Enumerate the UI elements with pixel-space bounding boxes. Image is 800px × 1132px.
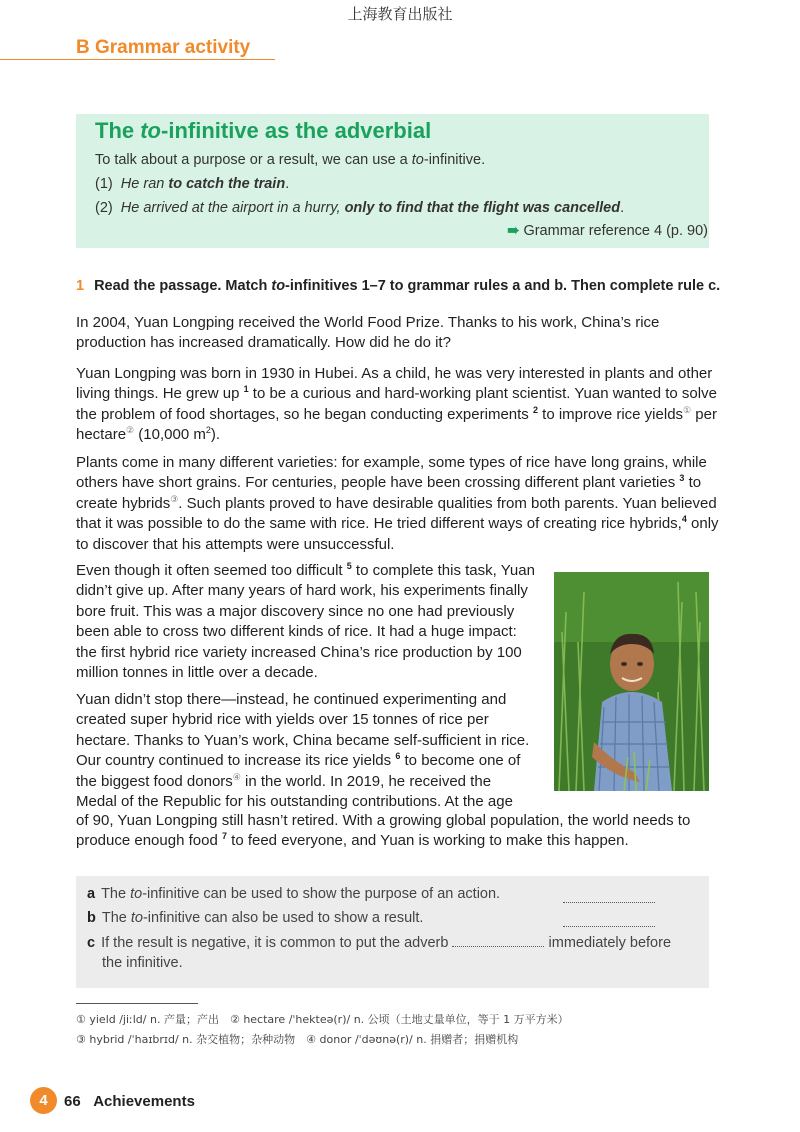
grammar-example-2: (2) He arrived at the airport in a hurry, only to find that the flight was cancelled. [95, 200, 625, 216]
passage-paragraph-4: Even though it often seemed too difficult $^5$ to complete this task, Yuan didn’t give up. After many years of hard work, his experiments finally bore fruit. This was a major discovery since no one had previously been able to cross two different kinds of rice. It had a huge impact: the first hybrid rice variety increased China’s rice production by 100 million tonnes in little over a decade. [76, 561, 535, 682]
footnote-divider [76, 1003, 198, 1004]
rule-b: b The to-infinitive can also be used to show a result. [87, 910, 424, 926]
grammar-intro: To talk about a purpose or a result, we can use a to-infinitive. [95, 152, 486, 168]
rule-b-answer-blank[interactable] [563, 914, 655, 927]
rule-a-answer-blank[interactable] [563, 890, 655, 903]
section-divider [0, 59, 275, 60]
arrow-right-icon: ➠ [507, 223, 520, 239]
rule-c-continued: the infinitive. [102, 955, 183, 971]
grammar-box-title: The to-infinitive as the adverbial [95, 118, 432, 143]
passage-paragraph-1: In 2004, Yuan Longping received the World Food Prize. Thanks to his work, China’s rice production has increased dramatically. How did he do it? [76, 314, 660, 352]
rule-c-answer-blank[interactable] [452, 934, 544, 947]
passage-paragraph-5-continued: of 90, Yuan Longping still hasn’t retired. With a growing global population, the world needs to produce enough food $^7$ to feed everyone, and Yuan is working to make this happen. [76, 812, 691, 850]
grammar-example-1: (1) He ran to catch the train. [95, 176, 290, 192]
grammar-reference-link[interactable]: ➠ Grammar reference 4 (p. 90) [507, 223, 708, 239]
rule-c: c If the result is negative, it is common to put the adverb immediately before [87, 935, 672, 951]
task-instruction: 1 Read the passage. Match to-infinitives 1–7 to grammar rules a and b. Then complete rule c. [76, 278, 721, 294]
section-title: B Grammar activity [76, 37, 251, 58]
passage-paragraph-3: Plants come in many different varieties: for example, some types of rice have long grains, while others have short grains. For centuries, people have been crossing different plant varieties $^3$ to create hybrids③. Such plants proved to have desirable qualities from both parents. Yuan believed that it was possible to do the same with rice. He tried different ways of creating rice hybrids,$^4$ only to discover that his attempts were unsuccessful. [76, 454, 719, 553]
publisher-header: 上海教育出版社 [347, 5, 453, 23]
passage-paragraph-2: Yuan Longping was born in 1930 in Hubei. As a child, he was very interested in plants and other living things. He grew up $^1$ to be a curious and hard-working plant scientist. Yuan wanted to solve the problem of food shortages, so he began conducting experiments $^2$ to improve rice yields① per hectare② (10,000 $m^2$). [76, 365, 717, 444]
rule-a: a The to-infinitive can be used to show the purpose of an action. [87, 886, 501, 902]
page-footer: 66 Achievements [64, 1093, 195, 1110]
unit-badge: 4 [30, 1087, 57, 1114]
footnote-line-1: ① yield /jiːld/ n. 产量；产出 ② hectare /ˈhekteə(r)/ n. 公顷（土地丈量单位，等于 1 万平方米） [76, 1013, 569, 1026]
yuan-longping-photo [554, 572, 709, 791]
footnote-line-2: ③ hybrid /ˈhaɪbrɪd/ n. 杂交植物；杂种动物 ④ donor /ˈdəʊnə(r)/ n. 捐赠者；捐赠机构 [76, 1033, 519, 1046]
passage-paragraph-5: Yuan didn’t stop there—instead, he continued experimenting and created super hybrid rice with yields over 15 tonnes of rice per hectare. Thanks to Yuan’s work, China became self-sufficient in rice. Our country continued to increase its rice yields $^6$ to become one of the biggest food donors④ in the world. In 2019, he received the Medal of the Republic for his outstanding contributions. At the age [76, 691, 530, 811]
